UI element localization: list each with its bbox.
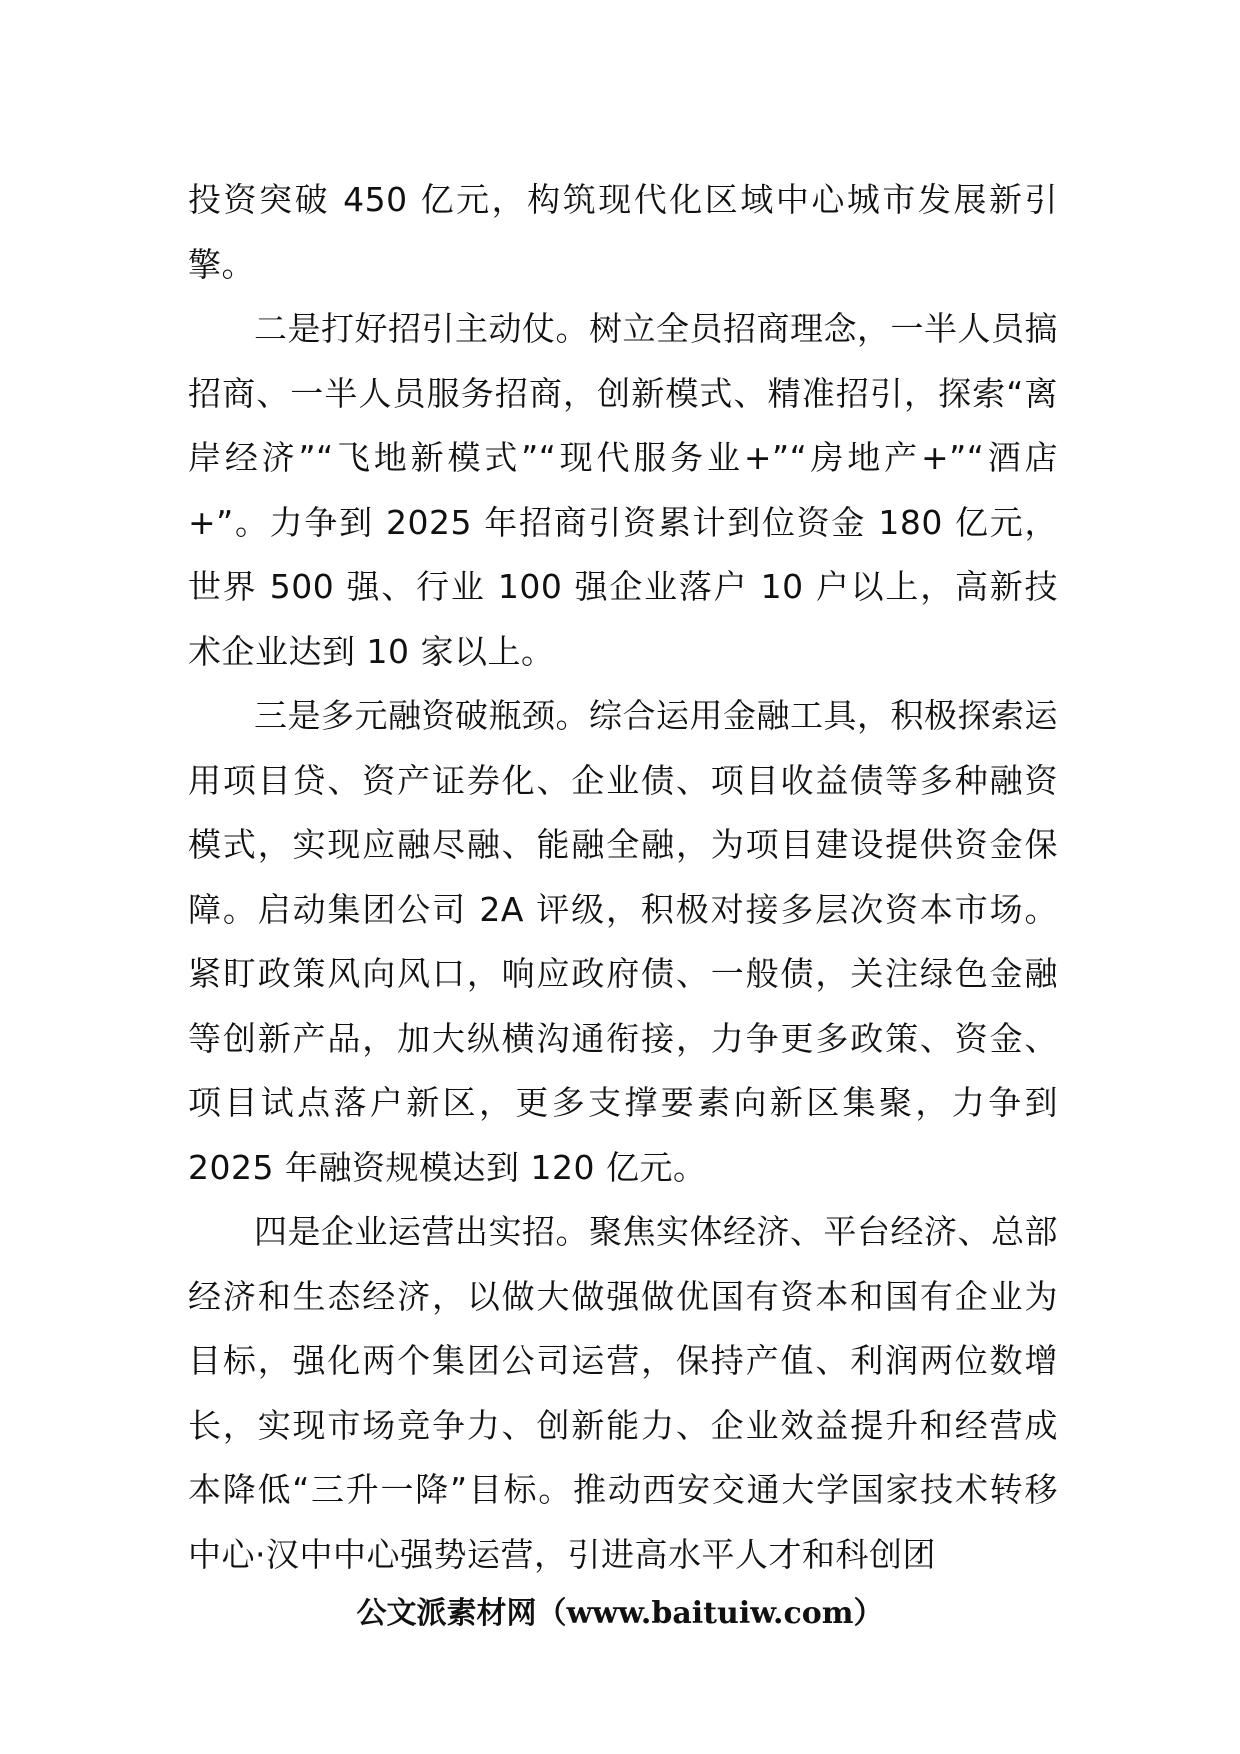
- paragraph-investment-attraction: 二是打好招引主动仗。树立全员招商理念，一半人员搞招商、一半人员服务招商，创新模式、精准招引，探索“离岸经济”“飞地新模式”“现代服务业+”“房地产+”“酒店+”。力争到 2025 年招商引资累计到位资金 180 亿元，世界 500 强、行业 100 强企业落户 10 户以上，高新技术企业达到 10 家以上。: [188, 309, 1058, 671]
- paragraph-financing: 三是多元融资破瓶颈。综合运用金融工具，积极探索运用项目贷、资产证券化、企业债、项目收益债等多种融资模式，实现应融尽融、能融全融，为项目建设提供资金保障。启动集团公司 2A 评级，积极对接多层次资本市场。紧盯政策风向风口，响应政府债、一般债，关注绿色金融等创新产品，加大纵横沟通衔接，力争更多政策、资金、项目试点落户新区，更多支撑要素向新区集聚，力争到 2025 年融资规模达到 120 亿元。: [188, 696, 1058, 1187]
- footer-watermark: 公文派素材网（www.baituiw.com）: [356, 1596, 884, 1631]
- paragraph-enterprise-operation: 四是企业运营出实招。聚焦实体经济、平台经济、总部经济和生态经济，以做大做强做优国有资本和国有企业为目标，强化两个集团公司运营，保持产值、利润两位数增长，实现市场竞争力、创新能力、企业效益提升和经营成本降低“三升一降”目标。推动西安交通大学国家技术转移中心·汉中中心强势运营，引进高水平人才和科创团: [188, 1212, 1058, 1574]
- document-body: [188, 168, 1058, 1587]
- paragraph-continuation: 投资突破 450 亿元，构筑现代化区域中心城市发展新引擎。: [188, 180, 1058, 284]
